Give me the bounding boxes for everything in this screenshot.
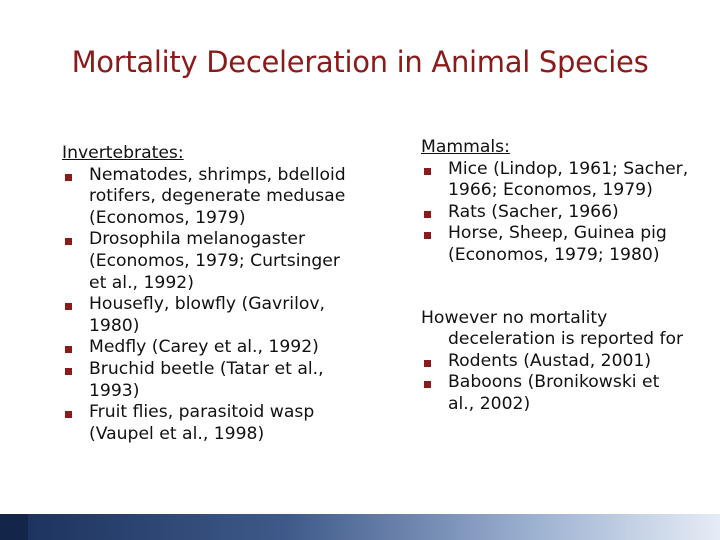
mammals-heading: Mammals: — [421, 137, 510, 157]
list-item: Nematodes, shrimps, bdelloid rotifers, degenerate medusae (Economos, 1979) — [62, 165, 362, 230]
slide-title: Mortality Deceleration in Animal Species — [71, 45, 649, 79]
no-deceleration-list — [421, 351, 711, 416]
list-item: Medfly (Carey et al., 1992) — [62, 337, 362, 359]
square-bullet-icon — [65, 368, 72, 375]
square-bullet-icon — [65, 174, 72, 181]
list-item: Rodents (Austad, 2001) — [421, 351, 711, 373]
square-bullet-icon — [65, 303, 72, 310]
square-bullet-icon — [424, 232, 431, 239]
list-item: Drosophila melanogaster (Economos, 1979; Curtsinger et al., 1992) — [62, 229, 362, 294]
footer-gradient-bar — [0, 514, 720, 540]
square-bullet-icon — [424, 381, 431, 388]
mammals-list — [421, 159, 711, 267]
list-item: Baboons (Bronikowski et al., 2002) — [421, 372, 711, 415]
footer-dark-block — [0, 514, 28, 540]
square-bullet-icon — [65, 411, 72, 418]
list-item: Rats (Sacher, 1966) — [421, 202, 711, 224]
invertebrates-column — [62, 143, 362, 445]
however-text-line1: However no mortality — [421, 307, 608, 328]
list-item: Bruchid beetle (Tatar et al., 1993) — [62, 359, 362, 402]
list-item: Housefly, blowfly (Gavrilov, 1980) — [62, 294, 362, 337]
list-item: Horse, Sheep, Guinea pig (Economos, 1979; 1980) — [421, 223, 711, 266]
list-item: Mice (Lindop, 1961; Sacher, 1966; Economos, 1979) — [421, 159, 711, 202]
square-bullet-icon — [65, 238, 72, 245]
list-item: Fruit flies, parasitoid wasp (Vaupel et al., 1998) — [62, 402, 362, 445]
square-bullet-icon — [424, 211, 431, 218]
however-text-line2: deceleration is reported for — [448, 329, 684, 350]
square-bullet-icon — [424, 168, 431, 175]
square-bullet-icon — [65, 346, 72, 353]
mammals-column — [421, 137, 711, 416]
invertebrates-list — [62, 165, 362, 446]
square-bullet-icon — [424, 360, 431, 367]
invertebrates-heading: Invertebrates: — [62, 143, 184, 163]
